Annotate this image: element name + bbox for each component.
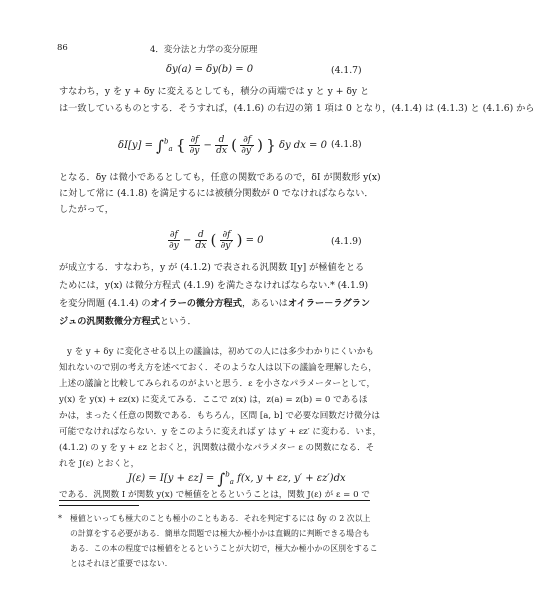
eq8-brace-close: } <box>266 136 276 154</box>
paragraph-1-line-1: すなわち，y を y + δy に変えるとしても，積分の両端では y と y + δy と <box>59 86 370 97</box>
paragraph-3-line-3-lead: を変分問題 (4.1.4) の <box>59 298 151 309</box>
eq8-frac1-den: ∂y <box>189 146 200 156</box>
eq9-frac-df-dyprime <box>220 230 234 251</box>
paragraph-4-line-6: 可能でなければならない．y をこのように変えれば y′ は y′ + εz′ に変わる．いま， <box>59 427 382 437</box>
eq9-minus: − <box>182 235 192 246</box>
integral-sign: ∫ <box>217 470 226 488</box>
eq8-frac1-num: ∂f <box>190 135 199 145</box>
eq8-upper-limit: b <box>164 137 169 146</box>
eq8-lower-limit: a <box>168 145 173 153</box>
eq9-frac-d-dx <box>195 230 208 251</box>
paragraph-4-line-2: 知れないので別の考え方を述べておく．そのような人は以下の議論を理解したら， <box>59 363 377 373</box>
eqJ-lhs: J(ε) = I[y + εz] = <box>128 473 215 484</box>
footnote-line-3: ある．この本の程度では極値をとるということが大切で，極大か極小かの区別をするこ <box>70 544 378 553</box>
eq8-frac-d-dx <box>215 135 228 156</box>
eq9-rhs: = 0 <box>245 235 264 246</box>
euler-equation-term: オイラーの微分方程式 <box>150 298 242 309</box>
eq8-frac3-num: ∂f <box>240 135 254 146</box>
footnote-line-1: 極値といっても極大のことも極小のこともある．それを判定するには δy の 2 次以上 <box>70 514 371 523</box>
eq8-frac-df-dy <box>189 135 201 156</box>
eq8-brace-open: { <box>175 136 186 154</box>
footnote-line-2: の計算をする必要がある．簡単な問題では極大か極小かは直観的に判断できる場合も <box>70 529 370 538</box>
footnote-line-4: とはそれほど重要ではない． <box>70 559 173 568</box>
paragraph-4-line-4: y(x) を y(x) + εz(x) に変えてみる．ここで z(x) は，z(a) = z(b) = 0 であるほ <box>59 395 368 405</box>
paragraph-2-line-1: となる．δy は微小であるとしても，任意の関数であるので，δI が関数形 y(x) <box>59 172 381 183</box>
eq9-frac1-den: ∂y <box>169 241 179 251</box>
eq9-paren-close: ) <box>236 231 243 249</box>
eq8-frac3-den: ∂y′ <box>241 146 253 156</box>
paragraph-3-line-4 <box>59 316 371 328</box>
paragraph-5-line-1 <box>59 489 371 501</box>
eq9-frac3-den: ∂y′ <box>220 241 233 251</box>
equation-4-1-7-body: δy(a) = δy(b) = 0 <box>166 64 254 75</box>
eqJ-upper-limit: b <box>225 470 230 479</box>
eq9-frac2-num: d <box>195 230 208 241</box>
equation-number-4-1-8: (4.1.8) <box>331 139 362 150</box>
paragraph-1-line-2: は一致しているものとする．そうすれば，(4.1.6) の右辺の第 1 項は 0 となり，(4.1.4) は (4.1.3) と (4.1.6) から <box>59 103 534 114</box>
equation-4-1-8 <box>118 135 327 156</box>
eq8-tail: δy dx = 0 <box>278 140 327 151</box>
equation-number-4-1-7: (4.1.7) <box>331 65 362 76</box>
eq8-frac2-den: dx <box>216 146 227 156</box>
paragraph-4-line-3: 上述の議論と比較してみられるのがよいと思う．ε を小さなパラメーターとして， <box>59 379 376 389</box>
paragraph-2-line-3: したがって， <box>59 204 114 215</box>
equation-4-1-7 <box>166 64 253 75</box>
eqJ-rhs: f(x, y + εz, y′ + εz′)dx <box>237 473 346 484</box>
eq8-paren-close: ) <box>257 136 264 154</box>
integral-sign: ∫ <box>156 137 164 155</box>
euler-lagrange-term-part1: オイラー－ラグラン <box>287 298 371 309</box>
paragraph-4-line-8: れを J(ε) とおくと， <box>59 459 140 469</box>
eq9-frac3-num: ∂f <box>220 230 234 241</box>
paragraph-3-line-3 <box>59 298 371 310</box>
eq8-lhs: δI[y] = <box>118 140 153 151</box>
paragraph-3-connector: ，あるいは <box>241 298 288 309</box>
paragraph-3-line-4-tail: という． <box>159 316 197 327</box>
equation-J-epsilon <box>128 470 346 488</box>
eq8-minus: − <box>203 140 212 151</box>
paragraph-2-line-2: に対して常に (4.1.8) を満足するには被積分関数が 0 でなければならない． <box>59 188 374 199</box>
equation-4-1-9 <box>168 230 264 251</box>
eq9-paren-open: ( <box>210 231 217 249</box>
eq9-frac-df-dy <box>168 230 180 251</box>
paragraph-3-line-2: ためには，y(x) は微分方程式 (4.1.9) を満たさなければならない.* (4.1.9) <box>59 280 369 291</box>
eq8-paren-open: ( <box>231 136 237 154</box>
paragraph-3-line-1: が成立する．すなわち，y が (4.1.2) で表される汎関数 I[y] が極値をとる <box>59 262 365 273</box>
equation-number-4-1-9: (4.1.9) <box>331 236 362 247</box>
eq9-frac2-den: dx <box>195 241 207 251</box>
paragraph-4-line-7: (4.1.2) の y を y + εz とおくと，汎関数は微小なパラメター ε の関数になる．そ <box>59 443 375 453</box>
running-header: 4．変分法と力学の変分原理 <box>150 45 258 55</box>
eqJ-lower-limit: a <box>229 478 234 486</box>
footnote-rule <box>59 505 139 506</box>
eq8-frac2-num: d <box>215 135 228 146</box>
eq8-frac-df-dyprime <box>240 135 254 156</box>
underlined-sentence: である．汎関数 I が関数 y(x) で極値をとるということは，関数 J(ε) が ε = 0 で <box>59 490 370 500</box>
eq9-frac1-num: ∂f <box>169 230 178 240</box>
euler-lagrange-term-part2: ジュの汎関数微分方程式 <box>59 316 160 327</box>
page-number: 86 <box>57 43 68 53</box>
footnote-mark: * <box>58 514 62 523</box>
paragraph-4-line-5: かは，まったく任意の関数である．もちろん，区間 [a, b] で必要な回数だけ微分は <box>59 411 380 421</box>
paragraph-4-line-1: y を y + δy に変化させる以上の議論は，初めての人には多少わかりにくいかも <box>67 347 375 357</box>
